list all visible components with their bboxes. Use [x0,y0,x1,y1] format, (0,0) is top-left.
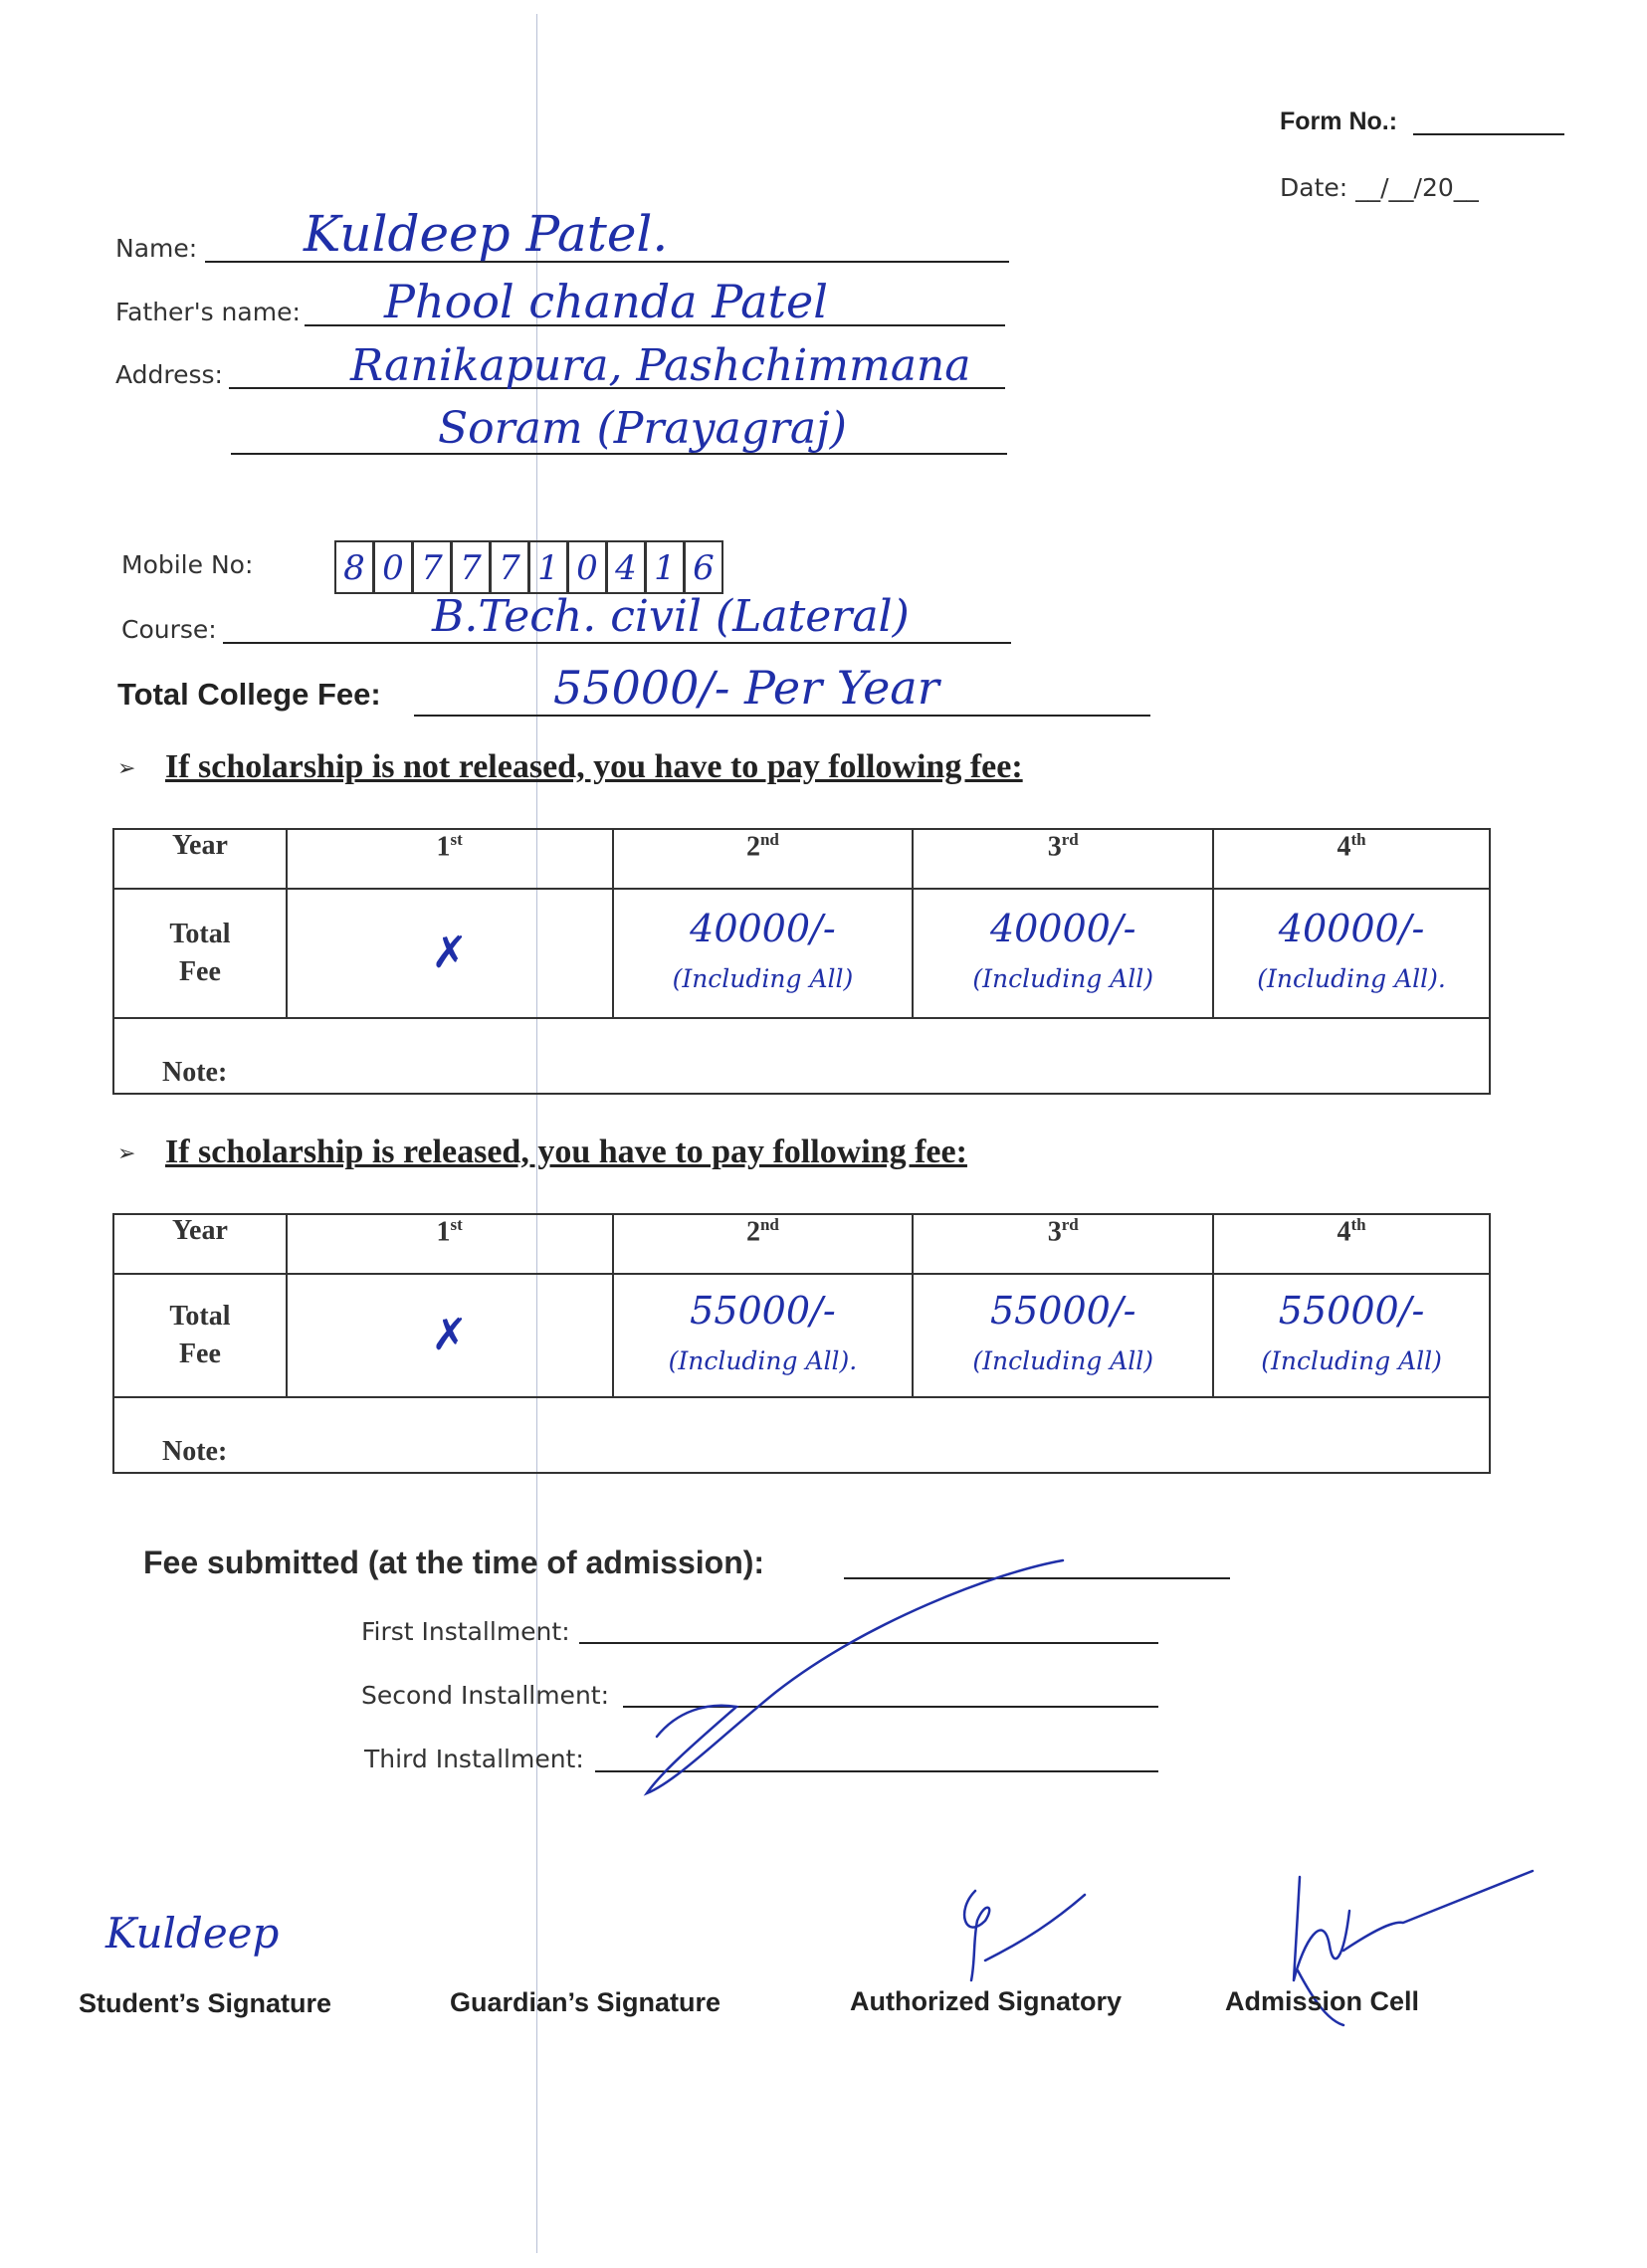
name-value: Kuldeep Patel. [304,205,669,263]
mobile-digit-box: 8 [334,540,374,594]
year-3: 3rd [913,829,1213,889]
fee-year-4: 55000/- (Including All) [1213,1274,1490,1397]
bullet-icon-2: ➢ [117,1141,136,1166]
fee-year-2: 55000/- (Including All). [613,1274,914,1397]
year-header: Year [113,1214,287,1274]
fee-year-1: ✗ [287,1274,613,1397]
fee-year-1: ✗ [287,889,613,1018]
section-not-released-heading: If scholarship is not released, you have to pay following fee: [165,748,1023,785]
section-released-heading: If scholarship is released, you have to pay following fee: [165,1134,967,1170]
course-label: Course: [121,615,217,644]
note-row: Note: [113,1397,1490,1473]
authorized-signatory-label: Authorized Signatory [850,1986,1123,2016]
year-4: 4th [1213,829,1490,889]
student-signature: Kuldeep [105,1909,280,1958]
fee-year-3: 40000/- (Including All) [913,889,1213,1018]
year-2: 2nd [613,829,914,889]
address-value-1: Ranikapura, Pashchimmana [350,340,971,391]
year-4: 4th [1213,1214,1490,1274]
admission-cell-label: Admission Cell [1225,1986,1420,2016]
total-fee-line [414,715,1150,717]
course-value: B.Tech. civil (Lateral) [432,591,910,642]
total-fee-label: Total College Fee: [117,677,381,712]
mobile-digit-box: 7 [451,540,491,594]
second-installment-label: Second Installment: [361,1681,610,1710]
mobile-digit-box: 1 [645,540,685,594]
course-line [223,642,1011,644]
mobile-digit-box: 7 [490,540,529,594]
form-no-line [1413,133,1564,135]
fee-submitted-heading: Fee submitted (at the time of admission): [143,1545,765,1580]
address-label: Address: [115,360,223,389]
father-value: Phool chanda Patel [384,275,828,328]
authorized-signature [945,1881,1105,2000]
form-no-label: Form No.: [1280,107,1398,135]
mobile-digit-box: 7 [412,540,452,594]
fee-table-not-released [112,828,1491,1095]
fee-year-3: 55000/- (Including All) [913,1274,1213,1397]
mobile-digit-box: 1 [528,540,568,594]
year-header: Year [113,829,287,889]
father-label: Father's name: [115,298,301,326]
year-2: 2nd [613,1214,914,1274]
mobile-label: Mobile No: [121,550,254,579]
fee-table-released [112,1213,1491,1474]
note-row: Note: [113,1018,1490,1094]
total-fee-row-label: Total Fee [113,1274,287,1397]
student-signature-label: Student’s Signature [79,1988,332,2018]
mobile-digit-box: 0 [567,540,607,594]
total-fee-row-label: Total Fee [113,889,287,1018]
year-3: 3rd [913,1214,1213,1274]
year-1: 1st [287,829,613,889]
mobile-digit-box: 4 [606,540,646,594]
guardian-signature-label: Guardian’s Signature [450,1987,721,2017]
first-installment-label: First Installment: [361,1617,570,1646]
name-label: Name: [115,234,198,263]
bullet-icon: ➢ [117,756,136,781]
fee-year-4: 40000/- (Including All). [1213,889,1490,1018]
mobile-digit-box: 6 [684,540,723,594]
third-installment-label: Third Installment: [364,1745,584,1773]
strike-signature [617,1543,1075,1801]
year-1: 1st [287,1214,613,1274]
mobile-digit-box: 0 [373,540,413,594]
date-label: Date: __/__/20__ [1280,173,1479,202]
fee-year-2: 40000/- (Including All) [613,889,914,1018]
total-fee-value: 55000/- Per Year [553,661,939,715]
address-value-2: Soram (Prayagraj) [438,403,847,454]
